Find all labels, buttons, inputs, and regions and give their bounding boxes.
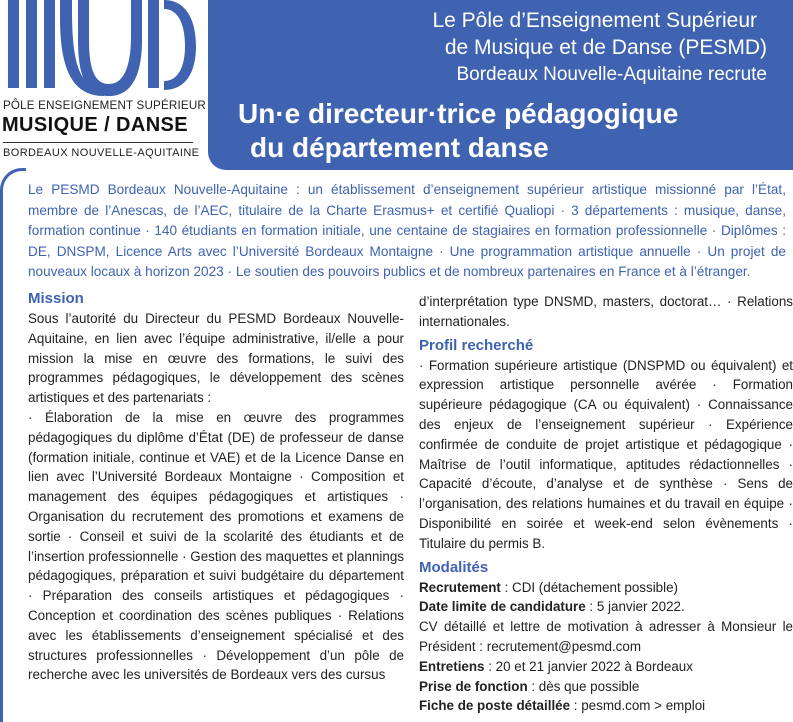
logo-divider: [3, 142, 193, 143]
job-title-line-1: Un·e directeur·trice pédagogique: [238, 98, 679, 129]
header-line-1: Le Pôle d’Enseignement Supérieur: [432, 9, 757, 32]
left-accent-border: [0, 168, 26, 722]
date-limite-row: [419, 597, 793, 617]
recrutement-value: : CDI (détachement possible): [500, 579, 678, 595]
entretiens-label: Entretiens: [419, 658, 485, 674]
mission-title: Mission: [28, 290, 84, 307]
fiche-de-poste-label: Fiche de poste détaillée: [419, 698, 571, 714]
mission-intro: Sous l’autorité du Directeur du PESMD Bordeaux Nouvelle-Aquitaine, en lien avec l’équipe administrative, il/elle a pour mission la mise en œuvre des formations, le suivi des programmes pédagogiques, le développement des scènes artistiques et des partenariats :: [28, 311, 404, 406]
logo-line-institution: PÔLE ENSEIGNEMENT SUPÉRIEUR: [3, 99, 206, 112]
header-banner: [208, 0, 793, 170]
entretiens-value: : 20 et 21 janvier 2022 à Bordeaux: [484, 658, 693, 674]
date-limite-value: : 5 janvier 2022.: [585, 599, 685, 615]
intro-paragraph: Le PESMD Bordeaux Nouvelle-Aquitaine : un établissement d’enseignement supérieur artistique missionné par l’État, membre de l’Anescas, de l’AEC, titulaire de la Charte Erasmus+ et certifié Qualiopi · 3 départements : musique, danse, formation continue · 140 étudiants en formation initiale, une centaine de stagiaires en formation professionnelle · Diplômes : DE, DNSPM, Licence Arts avec l’Université Bordeaux Montaigne · Une programmation artistique annuelle · Un projet de nouveaux locaux à horizon 2023 · Le soutien des pouvoirs publics et de nombreux partenaires en France et à l’étranger.: [28, 182, 786, 279]
profil-title: Profil recherché: [419, 336, 534, 354]
pesmd-logo: [0, 0, 206, 170]
mission-continuation: d’interprétation type DNSMD, masters, doctorat… · Relations internationales.: [419, 294, 793, 329]
right-column: [419, 292, 793, 716]
pesmd-logo-mark-icon: [2, 0, 197, 96]
job-title: [238, 97, 678, 165]
prise-de-fonction-row: [419, 677, 793, 697]
fiche-de-poste-value: : pesmd.com > emploi: [570, 698, 706, 714]
recrutement-row: [419, 578, 793, 598]
mission-column: [28, 289, 404, 685]
job-title-line-2: du département danse: [250, 132, 549, 163]
prise-de-fonction-label: Prise de fonction: [419, 678, 528, 694]
logo-line-disciplines: MUSIQUE / DANSE: [2, 114, 189, 136]
date-limite-label: Date limite de candidature: [419, 599, 586, 615]
fiche-de-poste-row: [419, 696, 793, 716]
mission-list: · Élaboration de la mise en œuvre des programmes pédagogiques du diplôme d’État (DE) de professeur de danse (formation initiale, continue et VAE) et de la Licence Danse en lien avec l’Université Bordeaux Montaigne · Composition et management des équipes pédagogiques et artistiques · Organisation du recrutement des promotions et examens de sortie · Conseil et suivi de la scolarité des étudiants et de l’insertion professionnelle · Gestion des maquettes et plannings pédagogiques, préparation et suivi budgétaire du département · Préparation des conseils artistiques et pédagogiques · Conception et coordination des scènes publiques · Relations avec les établissements d’enseignement spécialisé et des structures professionnelles · Développement d’un pôle de recherche avec les universités de Bordeaux vers des cursus: [28, 409, 404, 683]
logo-line-location: BORDEAUX NOUVELLE-AQUITAINE: [3, 147, 200, 159]
header-line-2: de Musique et de Danse (PESMD): [444, 36, 767, 59]
profil-text: · Formation supérieure artistique (DNSPMD ou équivalent) et expression artistique personnelle avérée · Formation supérieure pédagogique (CA ou équivalent) · Connaissance des enjeux de l’enseignement supérieur · Expérience confirmée de conduite de projet artistique et pédagogique · Maîtrise de l’outil informatique, aptitudes rédactionnelles · Capacité d’écoute, d’analyse et de synthèse · Sens de l’organisation, des relations humaines et du travail en équipe · Disponibilité en soirée et week-end selon évènements · Titulaire du permis B.: [419, 357, 793, 551]
cv-instructions: CV détaillé et lettre de motivation à adresser à Monsieur le Président : recrutement@pesmd.com: [419, 619, 793, 654]
prise-de-fonction-value: : dès que possible: [527, 678, 640, 694]
header-line-3: Bordeaux Nouvelle-Aquitaine recrute: [456, 64, 767, 85]
entretiens-row: [419, 657, 793, 677]
modalites-title: Modalités: [419, 558, 489, 576]
recrutement-label: Recrutement: [419, 579, 501, 595]
